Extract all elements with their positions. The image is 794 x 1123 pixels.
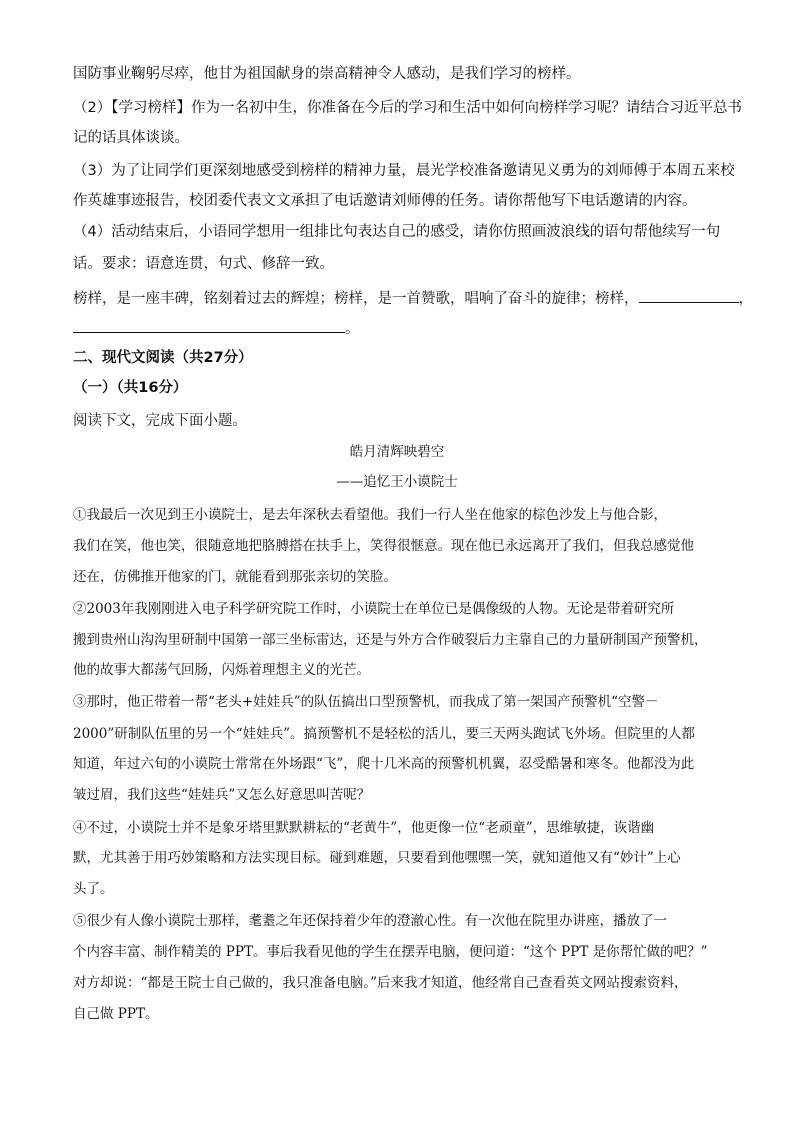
paragraph-2-line: 他的故事大都荡气回肠，闪烁着理想主义的光芒。 [73,662,370,678]
paragraph-2-line: ②2003年我刚刚进入电子科学研究院工作时，小谟院士在单位已是偶像级的人物。无论是带着研究所 [73,601,675,617]
paragraph-5-line: ⑤很少有人像小谟院士那样，耄耋之年还保持着少年的澄澈心性。有一次他在院里办讲座，播放了一 [73,913,667,929]
question-3-line-2: 作英雄事迹报告，校团委代表文文承担了电话邀请刘师傅的任务。请你帮他写下电话邀请的内容。 [73,193,697,209]
paragraph-3-line: ③那时，他正带着一帮“老头+娃娃兵”的队伍搞出口型预警机，而我成了第一架国产预警机“空警－ [73,694,659,710]
article-subtitle: ——追忆王小谟院士 [336,474,458,490]
paragraph-5-line: 自己做 PPT。 [73,1006,159,1022]
question-4-prompt: 榜样，是一座丰碑，铭刻着过去的辉煌；榜样，是一首赞歌，唱响了奋斗的旋律；榜样， [73,291,639,307]
question-4-line-3 [73,286,753,309]
paragraph-4-line: 默，尤其善于用巧妙策略和方法实现目标。碰到难题，只要看到他嘿嘿一笑，就知道他又有“妙计”上心 [73,850,681,866]
paragraph-3-line: 皱过眉，我们这些“娃娃兵”又怎么好意思叫苦呢？ [73,787,371,803]
question-4-line-2: 话。要求：语意连贯，句式、修辞一致。 [73,256,334,272]
question-3-line-1: （3）为了让同学们更深刻地感受到榜样的精神力量，晨光学校准备邀请见义勇为的刘师傅于本周五来校 [73,163,735,179]
paragraph-1-line: 还在，仿佛推开他家的门，就能看到那张亲切的笑脸。 [73,569,397,585]
question-2-line-2: 记的话具体谈谈。 [73,130,189,146]
article-title: 皓月清辉映碧空 [349,444,445,460]
question-2-line-1: （2）【学习榜样】作为一名初中生，你准备在今后的学习和生活中如何向榜样学习呢？请结合习近平总书 [73,100,742,116]
answer-blank-1[interactable] [639,286,739,303]
paragraph-3-line: 知道，年过六旬的小谟院士常常在外场跟“飞”，爬十几米高的预警机机翼，忍受酷暑和寒冬。他都没为此 [73,756,695,772]
paragraph-2-line: 搬到贵州山沟沟里研制中国第一部三坐标雷达，还是与外方合作破裂后力主靠自己的力量研制国产预警机， [73,632,708,648]
answer-blank-2[interactable] [73,316,345,333]
paragraph-5-line: 对方却说：“都是王院士自己做的，我只准备电脑。”后来我才知道，他经常自己查看英文网站搜索资料， [73,975,688,991]
paragraph-1-line: ①我最后一次见到王小谟院士，是去年深秋去看望他。我们一行人坐在他家的棕色沙发上与他合影， [73,507,667,523]
period: 。 [345,321,360,337]
paragraph-5-line: 个内容丰富、制作精美的 PPT。事后我看见他的学生在摆弄电脑，便问道：“这个 PPT 是你帮忙做的吧？” [73,944,708,960]
section-title: 二、现代文阅读（共27分） [73,350,253,366]
paragraph-4-line: 头了。 [73,881,114,897]
paragraph-3-line: 2000”研制队伍里的另一个“娃娃兵”。搞预警机不是轻松的活儿，要三天两头跑试飞外场。但院里的人都 [73,726,696,742]
comma: ， [738,291,753,307]
instruction: 阅读下文，完成下面小题。 [73,413,247,429]
paragraph-1-line: 我们在笑，他也笑，很随意地把胳膊搭在扶手上，笑得很惬意。现在他已永远离开了我们，但我总感觉他 [73,538,694,554]
question-4-line-1: （4）活动结束后，小语同学想用一组排比句表达自己的感受，请你仿照画波浪线的语句帮他续写一句 [73,224,721,240]
text-line: 国防事业鞠躬尽瘁，他甘为祖国献身的崇高精神令人感动，是我们学习的榜样。 [73,66,581,82]
question-4-line-4 [73,316,360,339]
paragraph-4-line: ④不过，小谟院士并不是象牙塔里默默耕耘的“老黄牛”，他更像一位“老顽童”，思维敏捷，诙谐幽 [73,820,655,836]
subsection-title: （一）（共16分） [73,380,188,396]
